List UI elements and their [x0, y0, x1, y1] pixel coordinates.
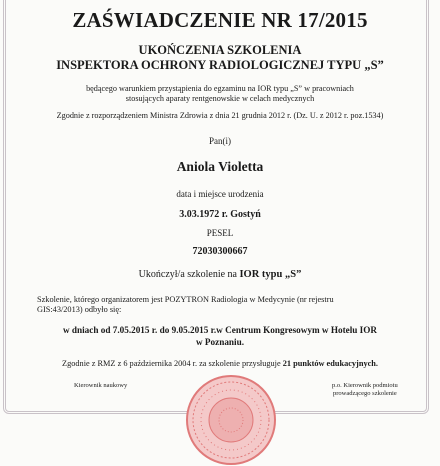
organizer-line2: GIS:43/2013) odbyło się:	[37, 305, 122, 314]
condition-line1: będącego warunkiem przystąpienia do egzaminu na IOR typu „S” w pracowniach	[86, 84, 354, 93]
education-points: 21 punktów edukacyjnych.	[282, 359, 378, 368]
training-dates-line1: w dniach od 7.05.2015 r. do 9.05.2015 r.w Centrum Kongresowym w Hotelu IOR	[62, 325, 378, 335]
condition-line2: stosujących aparaty rentgenowskie w celach medycznych	[125, 94, 315, 103]
pesel-value: 72030300667	[192, 246, 248, 257]
signature-left-caption: Kierownik naukowy	[74, 382, 128, 389]
signature-right-caption	[332, 382, 398, 397]
official-seal-icon	[185, 374, 277, 466]
dob-value: 3.03.1972 r. Gostyń	[179, 209, 261, 220]
salutation: Pan(i)	[209, 136, 231, 146]
organizer-line1: Szkolenie, którego organizatorem jest POZYTRON Radiologia w Medycynie (nr rejestru	[37, 295, 334, 304]
completion-statement	[0, 269, 440, 280]
signature-right-line1: p.o. Kierownik podmiotu	[332, 382, 398, 389]
education-points-statement	[0, 359, 440, 368]
completion-type: IOR typu „S”	[239, 269, 302, 280]
certificate-title: ZAŚWIADCZENIE NR 17/2015	[72, 8, 368, 32]
certificate-subtitle-line2: INSPEKTORA OCHRONY RADIOLOGICZNEJ TYPU „S”	[56, 58, 384, 72]
recipient-name: Aniola Violetta	[176, 159, 264, 174]
certificate-subtitle-line1: UKOŃCZENIA SZKOLENIA	[138, 43, 302, 57]
rmz-prefix: Zgodnie z RMZ z 6 października 2004 r. za szkolenie przysługuje	[62, 359, 283, 368]
signature-right-line2: prowadzącego szkolenie	[333, 389, 397, 397]
dob-label: data i miejsce urodzenia	[176, 189, 264, 199]
regulation-text: Zgodnie z rozporządzeniem Ministra Zdrowia z dnia 21 grudnia 2012 r. (Dz. U. z 2012 r. poz.1534)	[56, 111, 384, 120]
completion-prefix: Ukończył/a szkolenie na	[138, 269, 240, 280]
training-dates-line2: w Poznaniu.	[196, 337, 244, 347]
pesel-label: PESEL	[206, 228, 234, 238]
